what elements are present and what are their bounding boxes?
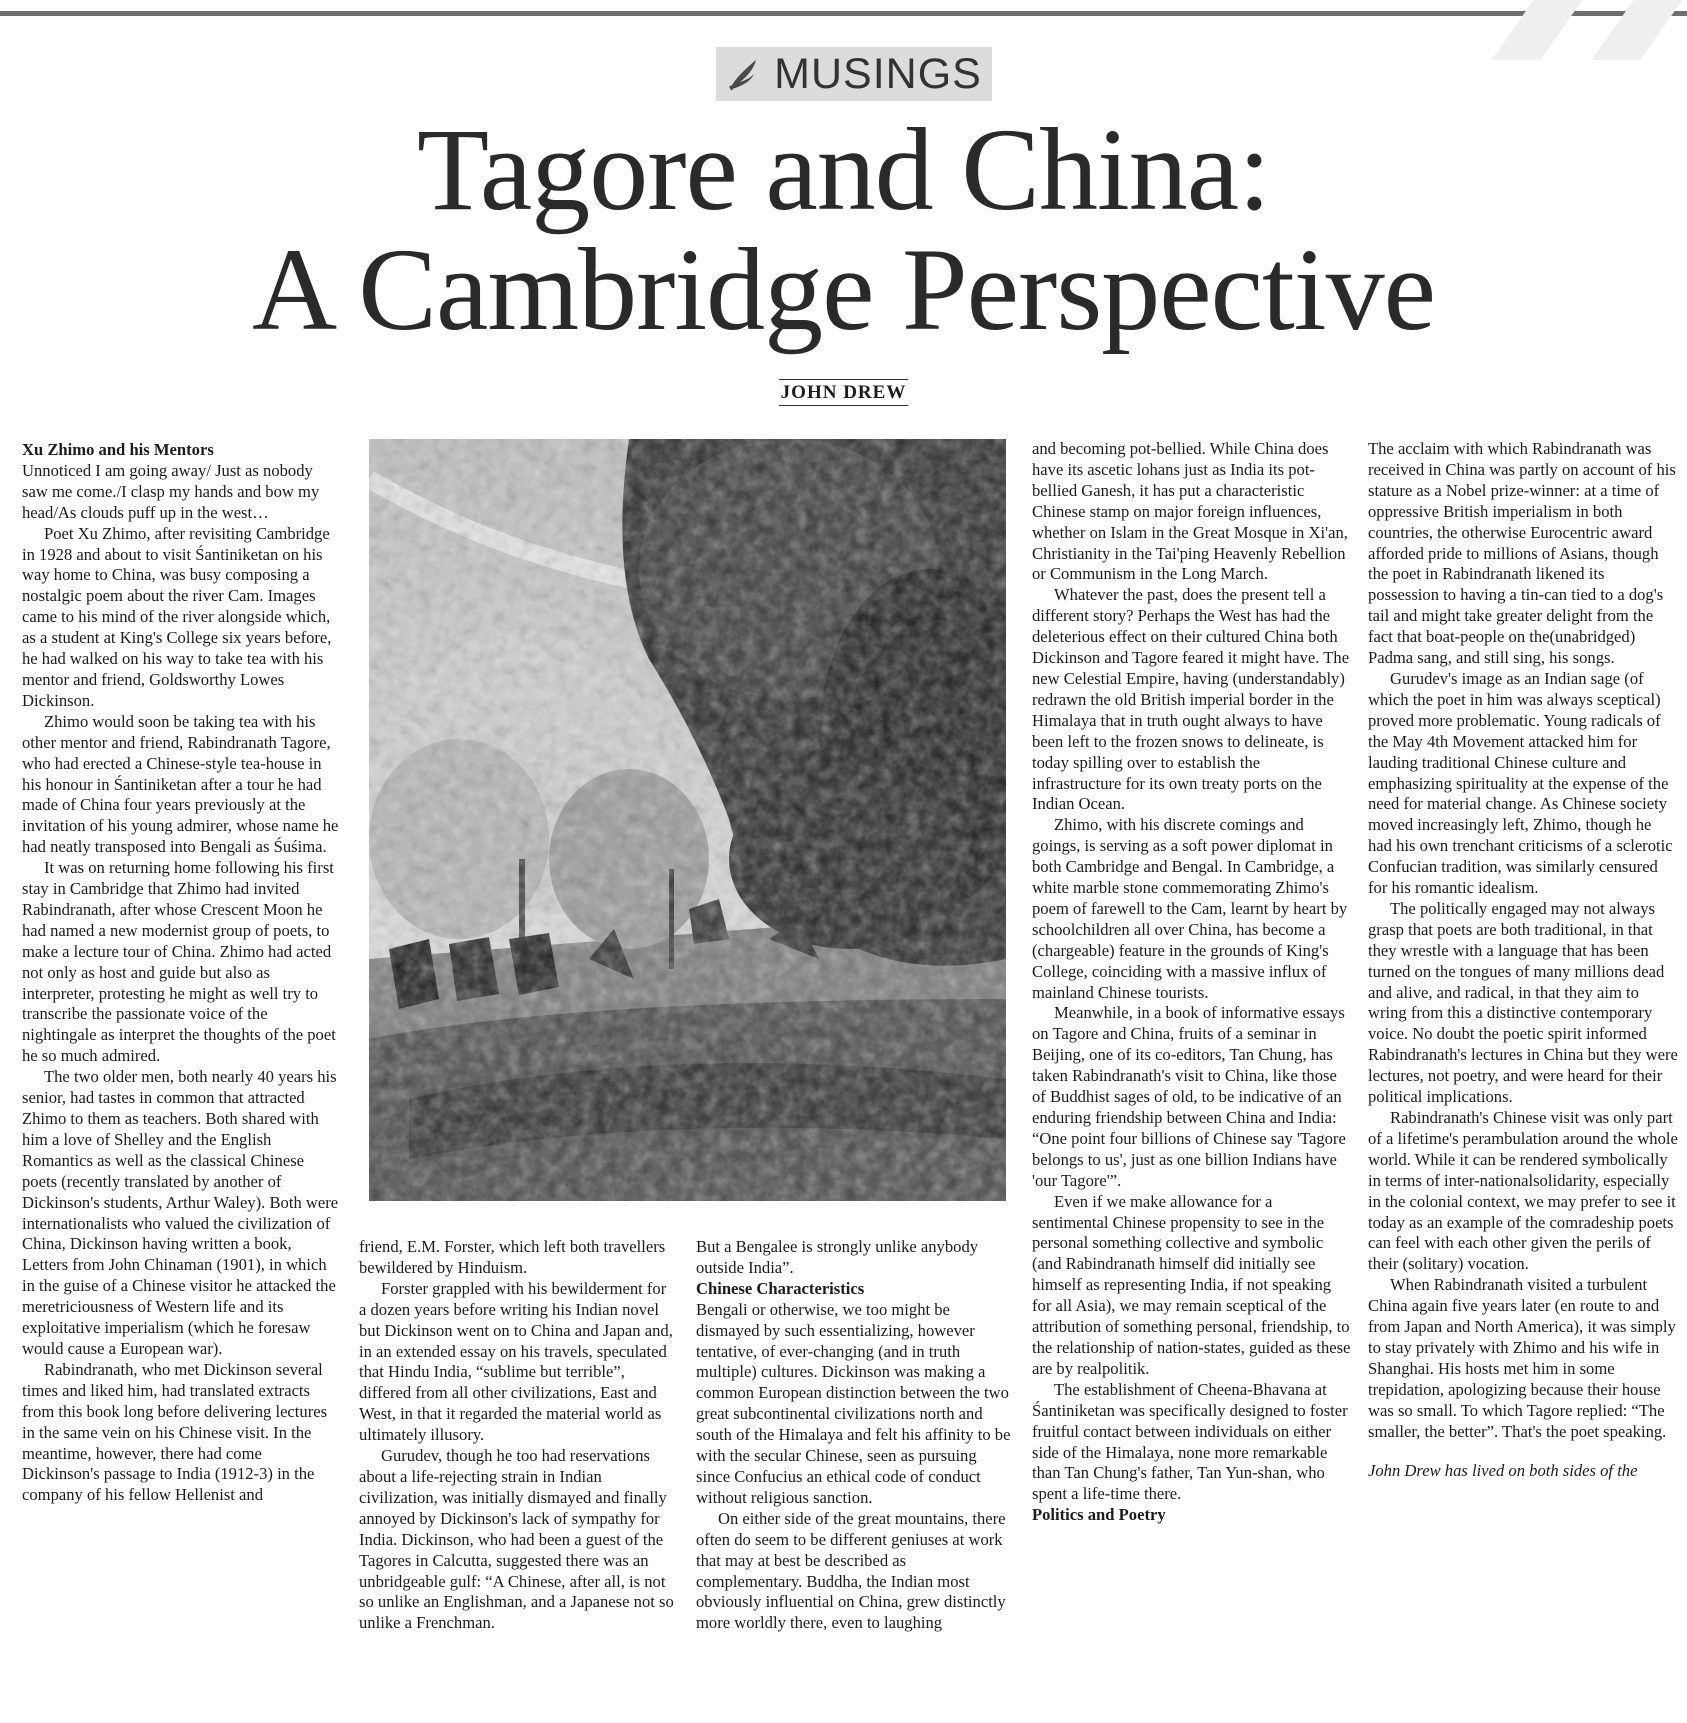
article-photo	[369, 439, 1006, 1201]
paragraph: Gurudev's image as an Indian sage (of which the poet in him was always sceptical) proved more problematic. Young radicals of the May 4th Movement attacked him for lauding traditional Chinese culture and emphasizing spirituality at the expense of the need for material change. As Chinese society moved increasingly left, Zhimo, though he had his own trenchant criticisms of a sclerotic Confucian tradition, was similarly censured for his romantic idealism.	[1368, 668, 1673, 898]
epigraph: Unnoticed I am going away/ Just as nobody saw me come./I clasp my hands and bow my head/As clouds puff up in the west…	[22, 460, 320, 522]
paragraph: But a Bengalee is strongly unlike anybody outside India”.	[696, 1237, 979, 1277]
headline-line-2: A Cambridge Perspective	[252, 224, 1435, 355]
orchard-photo	[369, 439, 1006, 1201]
subheading: Politics and Poetry	[1032, 1505, 1166, 1525]
paragraph: Forster grappled with his bewilderment for a dozen years before writing his Indian novel but Dickinson went on to China and Japan and, in an extended essay on his travels, speculated that Hindu India, “sublime but terrible”, differed from all other civilizations, East and West, in that it regarded the material world as ultimately illusory.	[359, 1278, 673, 1445]
section-label: MUSINGS	[774, 49, 982, 98]
subheading: Xu Zhimo and his Mentors	[22, 440, 214, 459]
paragraph: The establishment of Cheena-Bhavana at Śantiniketan was specifically designed to foster fruitful contact between individuals on either side of the Himalaya, none more remarkable than Tan Chung's father, Tan Yun-shan, who spent a life-time there.	[1032, 1379, 1348, 1504]
author-name: JOHN DREW	[779, 379, 909, 406]
subheading: Chinese Characteristics	[696, 1278, 865, 1298]
quill-pen-icon	[726, 56, 766, 92]
section-tag	[716, 47, 992, 101]
author-bio: John Drew has lived on both sides of the	[1368, 1460, 1638, 1480]
headline	[0, 104, 1687, 355]
paragraph: Even if we make allowance for a sentimental Chinese propensity to see in the personal something collective and symbolic (and Rabindranath himself did initially see himself as representing India, if not speaking for all Asia), we may remain sceptical of the attribution of something personal, friendship, to the relationship of nation-states, guided as these are by realpolitik.	[1032, 1191, 1351, 1378]
headline-line-1: Tagore and China:	[417, 104, 1270, 235]
article-column-2	[359, 1237, 675, 1634]
paragraph: The two older men, both nearly 40 years his senior, had tastes in common that attracted Zhimo to them as teachers. Both shared with him a love of Shelley and the English Romantics as well as the classical Chinese poets (recently translated by another of Dickinson's students, Arthur Waley). Both were internationalists who valued the civilization of China, Dickinson having written a book, Letters from John Chinaman (1901), in which in the guise of a Chinese visitor he attacked the meretriciousness of Western life and its exploitative imperialism (which he foresaw would cause a European war).	[22, 1067, 339, 1358]
article-column-4	[1032, 439, 1352, 1526]
paragraph: Meanwhile, in a book of informative essays on Tagore and China, fruits of a seminar in Beijing, one of its co-editors, Tan Chung, has taken Rabindranath's visit to China, like those of Buddhist sages of old, to be indicative of an enduring friendship between China and India: “One point four billions of Chinese say 'Tagore belongs to us', just as one billion Indians have 'our Tagore'”.	[1032, 1003, 1346, 1190]
paragraph: Bengali or otherwise, we too might be dismayed by such essentializing, however tentative, of ever-changing (and in truth multiple) cultures. Dickinson was making a common European distinction between the two great subcontinental civilizations north and south of the Himalaya and felt his affinity to be with the secular Chinese, seen as pursuing since Confucius an ethical code of conduct without religious sanction.	[696, 1299, 1011, 1507]
paragraph: Poet Xu Zhimo, after revisiting Cambridge in 1928 and about to visit Śantiniketan on his way home to China, was busy composing a nostalgic poem about the river Cam. Images came to his mind of the river alongside which, as a student at King's College six years before, he had walked on his way to take tea with his mentor and friend, Goldsworthy Lowes Dickinson.	[22, 523, 332, 710]
byline	[0, 382, 1687, 404]
article-column-1	[22, 440, 340, 1506]
paragraph: Zhimo would soon be taking tea with his other mentor and friend, Rabindranath Tagore, who had erected a Chinese-style tea-house in his honour in Śantiniketan after a tour he had made of China four years previously at the invitation of his young admirer, whose name he had neatly transposed into Bengali as Śuśima.	[22, 711, 339, 857]
article-column-5	[1368, 439, 1678, 1481]
paragraph: Rabindranath, who met Dickinson several times and liked him, had translated extracts from this book long before delivering lectures in the same vein on his Chinese visit. In the meantime, however, there had come Dickinson's passage to India (1912-3) in the company of his fellow Hellenist and	[22, 1359, 328, 1505]
paragraph: Gurudev, though he too had reservations about a life-rejecting strain in Indian civilization, was initially dismayed and finally annoyed by Dickinson's lack of sympathy for India. Dickinson, who had been a guest of the Tagores in Calcutta, suggested there was an unbridgeable gulf: “A Chinese, after all, is not so unlike an Englishman, and a Japanese not so unlike a Frenchman.	[359, 1446, 674, 1633]
paragraph: Whatever the past, does the present tell a different story? Perhaps the West has had the deleterious effect on their cultured China both Dickinson and Tagore feared it might have. The new Celestial Empire, having (understandably) redrawn the old British imperial border in the Himalaya that in truth ought always to have been left to the frozen snows to delineate, is today spilling over to establish the infrastructure for its own treaty ports on the Indian Ocean.	[1032, 585, 1350, 814]
paragraph: friend, E.M. Forster, which left both travellers bewildered by Hinduism.	[359, 1237, 666, 1277]
paragraph: It was on returning home following his first stay in Cambridge that Zhimo had invited Rabindranath, after whose Crescent Moon he had named a new modernist group of poets, to make a lecture tour of China. Zhimo had acted not only as host and guide but also as interpreter, protesting he might as well try to transcribe the passionate voice of the nightingale as interpret the thoughts of the poet he so much admired.	[22, 858, 336, 1066]
corner-watermark	[1427, 0, 1687, 60]
paragraph: Zhimo, with his discrete comings and goings, is serving as a soft power diplomat in both Cambridge and Bengal. In Cambridge, a white marble stone commemorating Zhimo's poem of farewell to the Cam, learnt by heart by schoolchildren all over China, has become a (chargeable) feature in the grounds of King's College, coinciding with a massive influx of mainland Chinese tourists.	[1032, 815, 1348, 1002]
paragraph: When Rabindranath visited a turbulent China again five years later (en route to and from Japan and North America), it was simply to stay privately with Zhimo and his wife in Shanghai. His hosts met him in some trepidation, apologizing because their house was so small. To which Tagore replied: “The smaller, the better”. That's the poet speaking.	[1368, 1275, 1676, 1441]
paragraph: The politically engaged may not always grasp that poets are both traditional, in that they wrestle with a language that has been turned on the tongues of many millions dead and alive, and radical, in that they aim to wring from this a distinctive contemporary voice. No doubt the poetic spirit informed Rabindranath's lectures in China but they were lectures, not poetry, and were heard for their political implications.	[1368, 898, 1678, 1107]
paragraph: On either side of the great mountains, there often do seem to be different geniuses at work that may at best be described as complementary. Buddha, the Indian most obviously influential on China, grew distinctly more worldly there, even to laughing	[696, 1508, 1006, 1633]
article-column-3	[696, 1237, 1014, 1634]
paragraph: and becoming pot-bellied. While China does have its ascetic lohans just as India its pot-bellied Ganesh, it has put a characteristic Chinese stamp on major foreign influences, whether on Islam in the Great Mosque in Xi'an, Christianity in the Tai'ping Heavenly Rebellion or Communism in the Long March.	[1032, 439, 1348, 584]
paragraph: The acclaim with which Rabindranath was received in China was partly on account of his stature as a Nobel prize-winner: at a time of oppressive British imperialism in both countries, the otherwise Eurocentric award afforded pride to millions of Asians, though the poet in Rabindranath likened its possession to having a tin-can tied to a dog's tail and might take greater delight from the fact that boat-people on the(unabridged) Padma sang, and still sing, his songs.	[1368, 439, 1676, 668]
paragraph: Rabindranath's Chinese visit was only part of a lifetime's perambulation around the whole world. While it can be rendered symbolically in terms of inter-nationalsolidarity, especially in the colonial context, we may prefer to see it today as an example of the comradeship poets can feel with each other given the perils of their (solitary) vocation.	[1368, 1108, 1678, 1274]
